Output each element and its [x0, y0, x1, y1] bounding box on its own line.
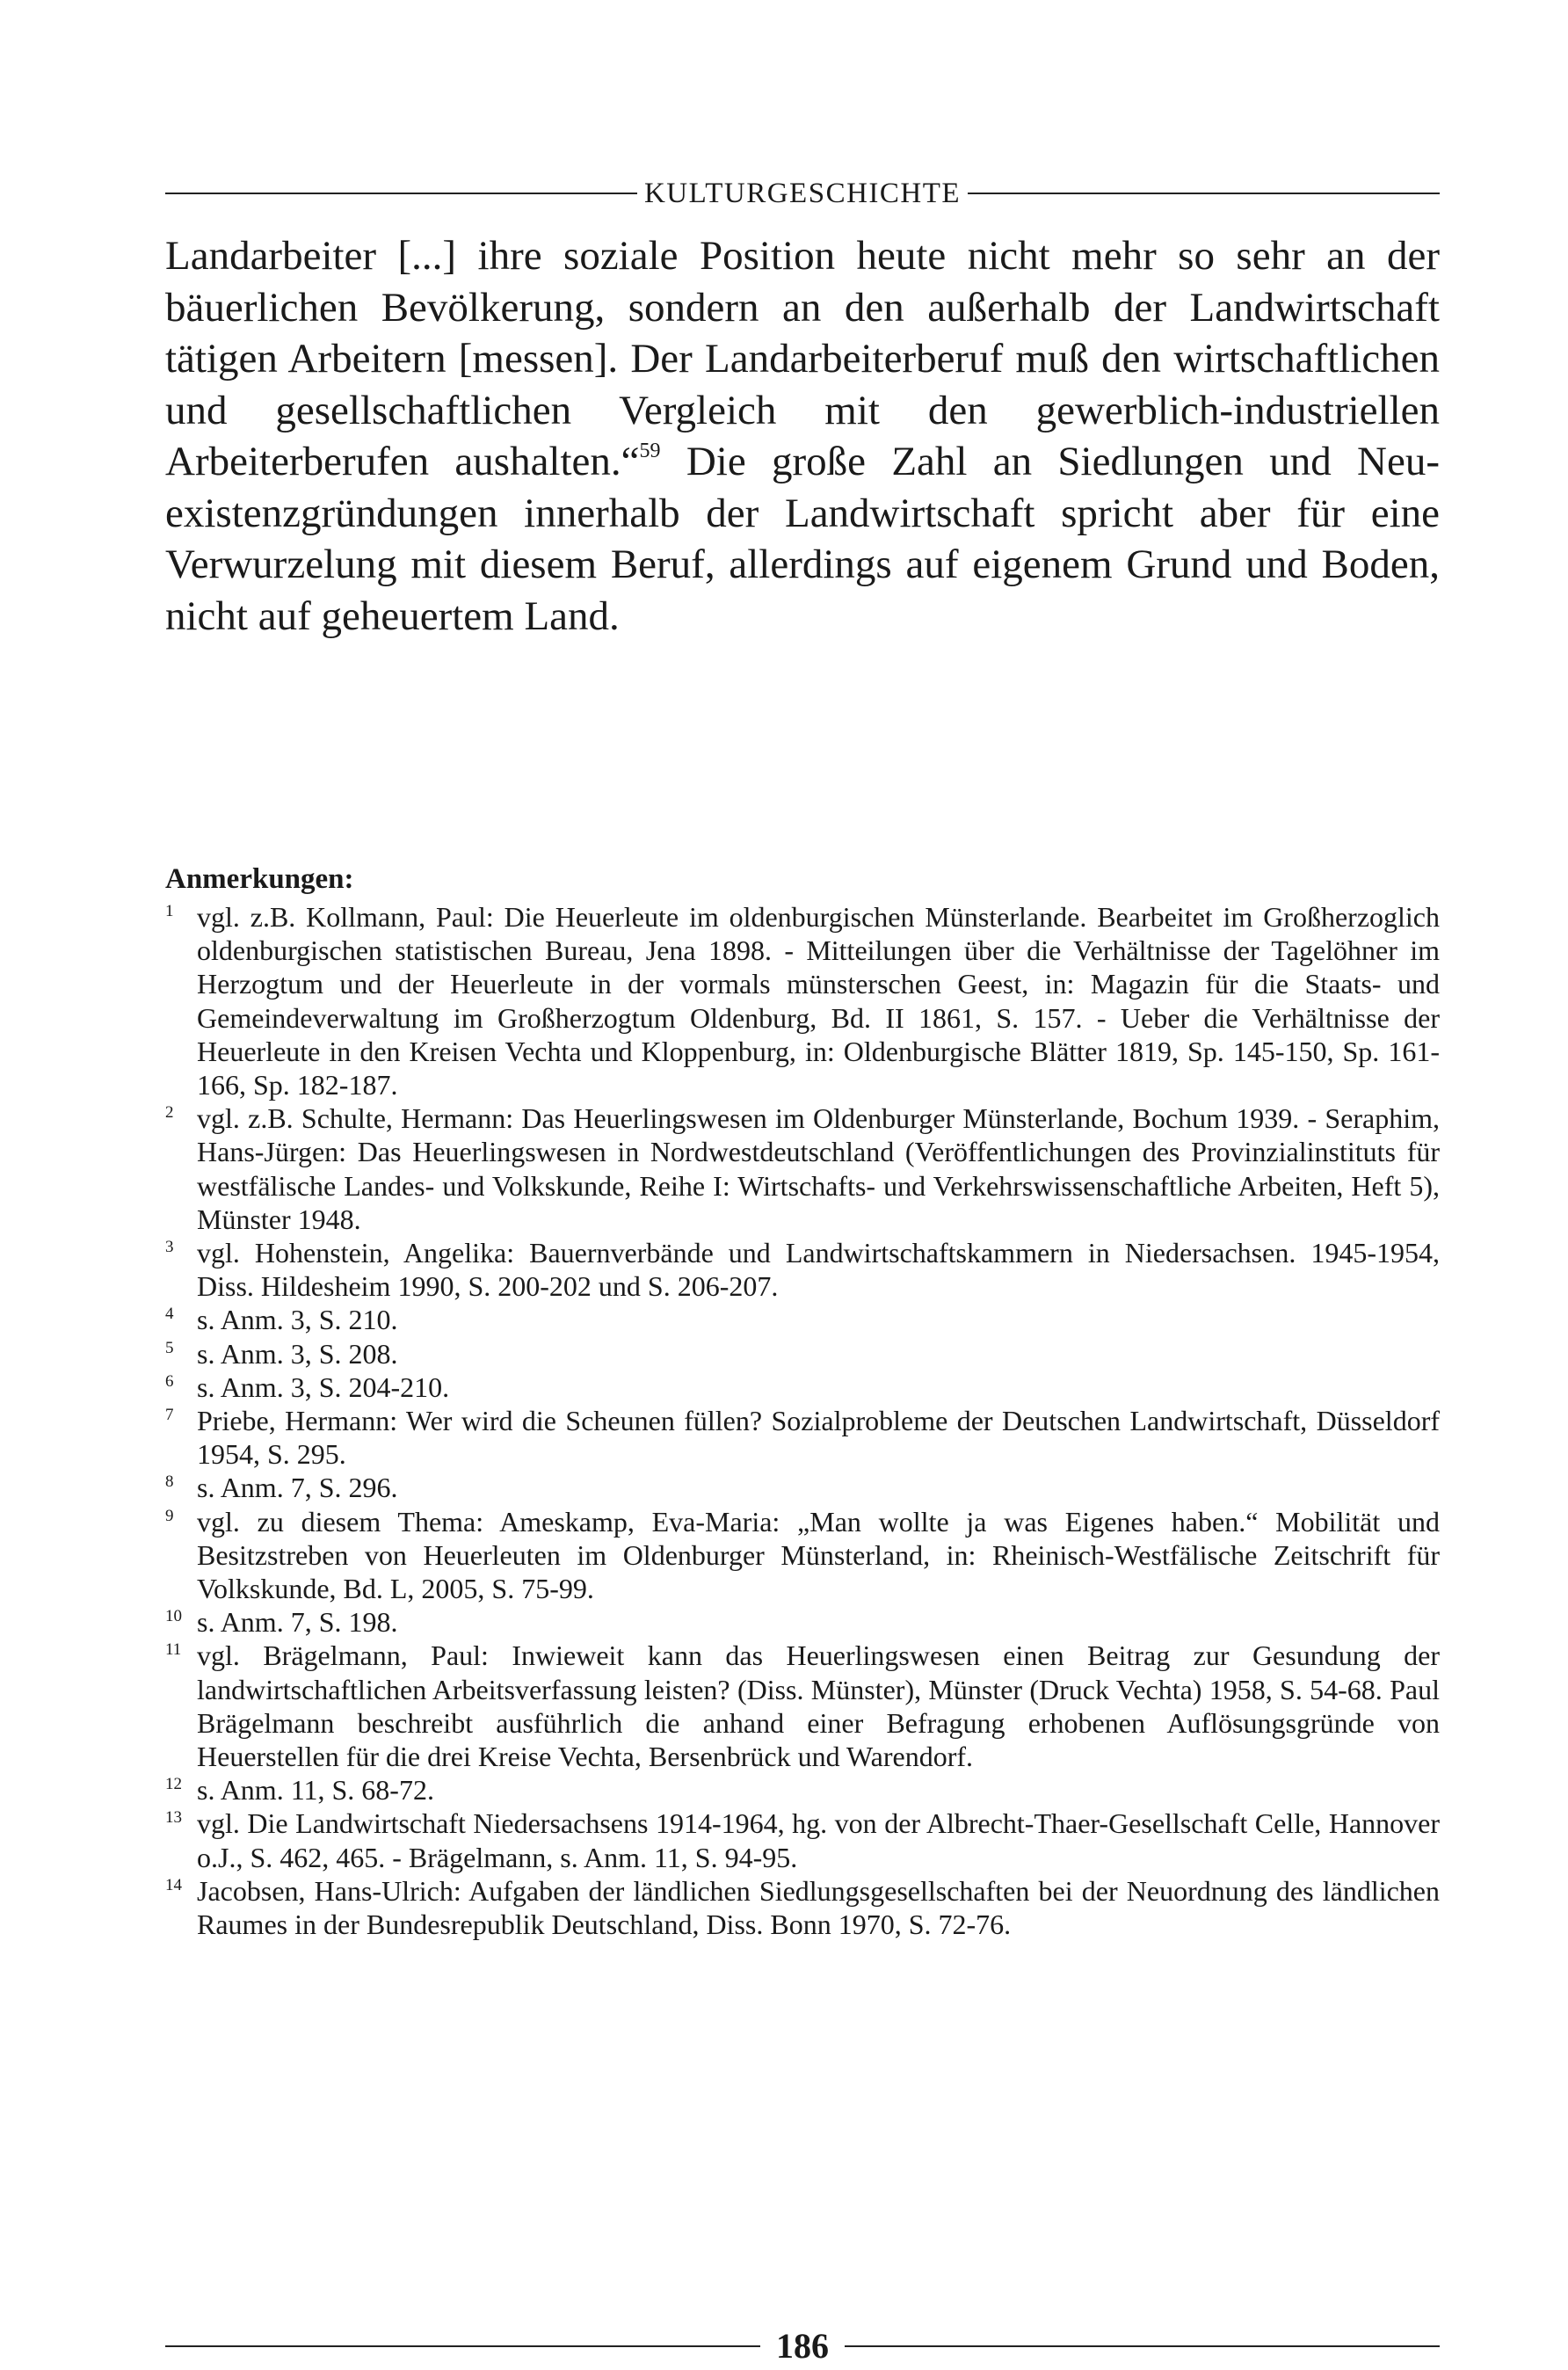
endnote-text: s. Anm. 11, S. 68-72.: [197, 1774, 434, 1807]
endnote-number: 4: [165, 1305, 174, 1324]
endnote: [165, 1874, 1440, 1941]
endnote-text: vgl. zu diesem Thema: Ameskamp, Eva-Maria: „Man wollte ja was Eigenes haben.“ Mobilität und Besitzstreben von Heuerleuten im Oldenburger Münsterland, in: Rheinisch-Westfälische Zeitschrift für Volkskunde, Bd. L, 2005, S. 75-99.: [197, 1505, 1440, 1605]
footnote-reference: 59: [639, 440, 661, 462]
endnote: [165, 1370, 1440, 1404]
endnote-text: s. Anm. 7, S. 198.: [197, 1606, 398, 1639]
endnote-number: 13: [165, 1808, 182, 1828]
endnote-text: vgl. z.B. Kollmann, Paul: Die Heuerleute im oldenburgischen Münsterlande. Bearbeitet im Großherzoglich oldenburgischen statistischen Bureau, Jena 1898. - Mitteilungen über die Verhältnisse der Tagelöhner im Herzogtum und der Heuerleute in der vormals münsterschen Geest, in: Magazin für die Staats- und Gemeindeverwaltung im Großherzogtum Oldenburg, Bd. II 1861, S. 157. - Ueber die Verhältnisse der Heuerleute in den Kreisen Vechta und Kloppenburg, in: Oldenburgische Blätter 1819, Sp. 145-150, Sp. 161-166, Sp. 182-187.: [197, 901, 1440, 1101]
endnote: [165, 1605, 1440, 1639]
endnote: [165, 1471, 1440, 1504]
endnote: [165, 1101, 1440, 1236]
endnote: [165, 1303, 1440, 1336]
endnote-number: 1: [165, 902, 174, 920]
running-head: [165, 167, 1440, 220]
endnote: [165, 1505, 1440, 1606]
endnote-text: s. Anm. 3, S. 208.: [197, 1337, 398, 1370]
page-number: 186: [776, 2326, 829, 2366]
endnote-number: 8: [165, 1472, 174, 1492]
endnote-number: 2: [165, 1103, 174, 1123]
running-head-rule-right: [968, 193, 1440, 194]
page-footer: [165, 2325, 1440, 2366]
endnote-number: 7: [165, 1406, 174, 1425]
endnote-number: 9: [165, 1506, 174, 1525]
body-paragraph: [165, 230, 1440, 642]
endnote-text: Priebe, Hermann: Wer wird die Scheunen füllen? Sozialprobleme der Deutschen Landwirtschaft, Düsseldorf 1954, S. 295.: [197, 1405, 1440, 1471]
endnote-text: s. Anm. 3, S. 204-210.: [197, 1370, 450, 1403]
endnote-number: 5: [165, 1338, 174, 1357]
endnote-text: s. Anm. 3, S. 210.: [197, 1304, 398, 1336]
endnote-number: 3: [165, 1238, 174, 1257]
endnote: [165, 1639, 1440, 1773]
endnote-text: vgl. z.B. Schulte, Hermann: Das Heuerlingswesen im Oldenburger Münsterlande, Bochum 1939. - Seraphim, Hans-Jürgen: Das Heuerlingswesen in Nordwestdeutschland (Veröffentlichungen des Provinzialinstituts für westfälische Landes- und Volkskunde, Reihe I: Wirtschafts- und Verkehrswissenschaftliche Arbeiten, Heft 5), Münster 1948.: [197, 1102, 1440, 1235]
body-text-part-1: Landarbeiter [...] ihre soziale Position heute nicht mehr so sehr an der bäuerlichen Bevölkerung, sondern an den außerhalb der Landwirtschaft tätigen Arbeitern [messen]. Der Landarbeiterberuf muß den wirtschaftlichen und gesellschaftlichen Vergleich mit den gewerblich-industriellen Arbeiterberufen aushalten.“: [165, 233, 1440, 484]
endnote: [165, 1773, 1440, 1807]
endnote-text: vgl. Brägelmann, Paul: Inwieweit kann das Heuerlingswesen einen Beitrag zur Gesundung der landwirtschaftlichen Arbeitsverfassung leisten? (Diss. Münster), Münster (Druck Vechta) 1958, S. 54-68. Paul Brägelmann beschreibt ausführlich die anhand einer Befragung erhobenen Auflösungsgründe von Heuerstellen für die drei Kreise Vechta, Bersenbrück und Warendorf.: [197, 1639, 1440, 1773]
endnote-number: 6: [165, 1371, 174, 1391]
endnote-text: vgl. Hohenstein, Angelika: Bauernverbände und Landwirtschaftskammern in Niedersachsen. 1945-1954, Diss. Hildesheim 1990, S. 200-202 und S. 206-207.: [197, 1237, 1440, 1303]
endnote: [165, 1337, 1440, 1370]
book-page: [165, 167, 1440, 2366]
endnote-text: s. Anm. 7, S. 296.: [197, 1472, 398, 1504]
endnotes-section: [165, 861, 1440, 1941]
running-head-rule-left: [165, 193, 637, 194]
endnote-text: Jacobsen, Hans-Ulrich: Aufgaben der ländlichen Siedlungsgesellschaften bei der Neuordnung des ländlichen Raumes in der Bundesrepublik Deutschland, Diss. Bonn 1970, S. 72-76.: [197, 1874, 1440, 1941]
endnote: [165, 1807, 1440, 1873]
endnote: [165, 1236, 1440, 1303]
endnote-number: 12: [165, 1775, 182, 1794]
footer-rule-right: [845, 2345, 1440, 2347]
endnote: [165, 900, 1440, 1101]
endnotes-heading: Anmerkungen:: [165, 863, 354, 895]
running-head-title: KULTURGESCHICHTE: [643, 177, 962, 209]
body-text-part-2: Die große Zahl an Siedlungen und Neuexistenzgründungen innerhalb der Landwirtschaft spricht aber für eine Verwurzelung mit diesem Beruf, allerdings auf eigenem Grund und Boden, nicht auf geheuertem Land.: [165, 439, 1440, 639]
endnote-number: 10: [165, 1607, 182, 1626]
endnote-number: 11: [165, 1640, 182, 1660]
endnote-text: vgl. Die Landwirtschaft Niedersachsens 1914-1964, hg. von der Albrecht-Thaer-Gesellschaft Celle, Hannover o.J., S. 462, 465. - Brägelmann, s. Anm. 11, S. 94-95.: [197, 1807, 1440, 1873]
footer-rule-left: [165, 2345, 760, 2347]
endnote-number: 14: [165, 1875, 182, 1894]
endnote: [165, 1404, 1440, 1471]
